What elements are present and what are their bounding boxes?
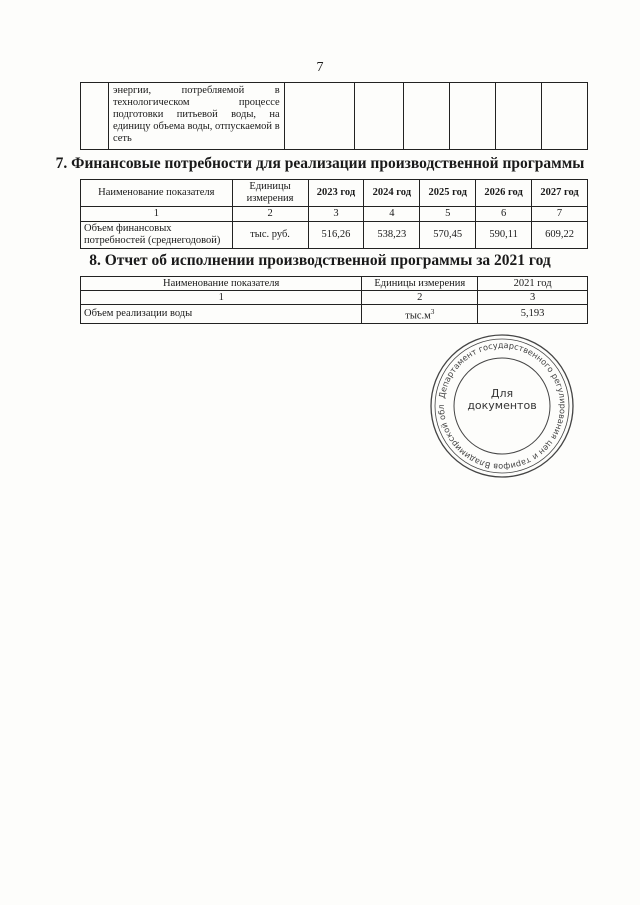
empty-cell: [496, 83, 542, 150]
column-number: 1: [81, 207, 233, 222]
units-superscript: 3: [430, 307, 435, 316]
stamp-center-text: [428, 388, 576, 412]
row-name: Объем реализации воды: [81, 305, 362, 324]
row-name: Объем финансовых потребностей (среднегодовой): [81, 222, 233, 249]
column-number: 2: [232, 207, 308, 222]
header-year: 2027 год: [532, 180, 588, 207]
column-number-row: [81, 291, 588, 305]
stamp-line: документов: [467, 399, 537, 412]
svg-text:Департамент государственного р: Департамент государственного регулирования цен и тарифов Владимирской обл: [435, 339, 569, 473]
row-value: 538,23: [364, 222, 420, 249]
header-name: Наименование показателя: [81, 277, 362, 291]
empty-cell: [542, 83, 588, 150]
header-units: Единицы измерения: [232, 180, 308, 207]
official-stamp: [428, 332, 576, 480]
section-8-title: 8. Отчет об исполнении производственной программы за 2021 год: [89, 252, 551, 269]
header-year: 2025 год: [420, 180, 476, 207]
header-year: 2023 год: [308, 180, 364, 207]
table-row: [81, 305, 588, 324]
financial-needs-table: [80, 179, 588, 249]
row-value: 5,193: [478, 305, 588, 324]
empty-cell: [404, 83, 450, 150]
column-number: 2: [362, 291, 478, 305]
column-number: 3: [308, 207, 364, 222]
row-value: 590,11: [476, 222, 532, 249]
header-units: Единицы измерения: [362, 277, 478, 291]
empty-cell: [450, 83, 496, 150]
row-value: 609,22: [532, 222, 588, 249]
empty-cell: [354, 83, 404, 150]
units-text: тыс.м: [405, 310, 431, 322]
indicator-description: энергии, потребляемой в технологическом процессе подготовки питьевой воды, на единицу объема воды, отпускаемой в сеть: [108, 83, 284, 150]
row-units: [362, 305, 478, 324]
table-header-row: [81, 180, 588, 207]
header-year: 2021 год: [478, 277, 588, 291]
empty-cell: [284, 83, 354, 150]
column-number: 4: [364, 207, 420, 222]
column-number-row: [81, 207, 588, 222]
section-7-title: 7. Финансовые потребности для реализации производственной программы: [55, 155, 585, 172]
page-number: 7: [316, 60, 324, 75]
stamp-line: Для: [490, 387, 514, 400]
column-number: 1: [81, 291, 362, 305]
column-number: 6: [476, 207, 532, 222]
table-row: [81, 222, 588, 249]
column-number: 7: [532, 207, 588, 222]
column-number: 5: [420, 207, 476, 222]
continuation-table: [80, 82, 588, 150]
row-number-cell: [81, 83, 109, 150]
header-name: Наименование показателя: [81, 180, 233, 207]
program-report-table: [80, 276, 588, 324]
header-year: 2024 год: [364, 180, 420, 207]
header-year: 2026 год: [476, 180, 532, 207]
table-header-row: [81, 277, 588, 291]
row-value: 570,45: [420, 222, 476, 249]
row-units: тыс. руб.: [232, 222, 308, 249]
row-value: 516,26: [308, 222, 364, 249]
column-number: 3: [478, 291, 588, 305]
